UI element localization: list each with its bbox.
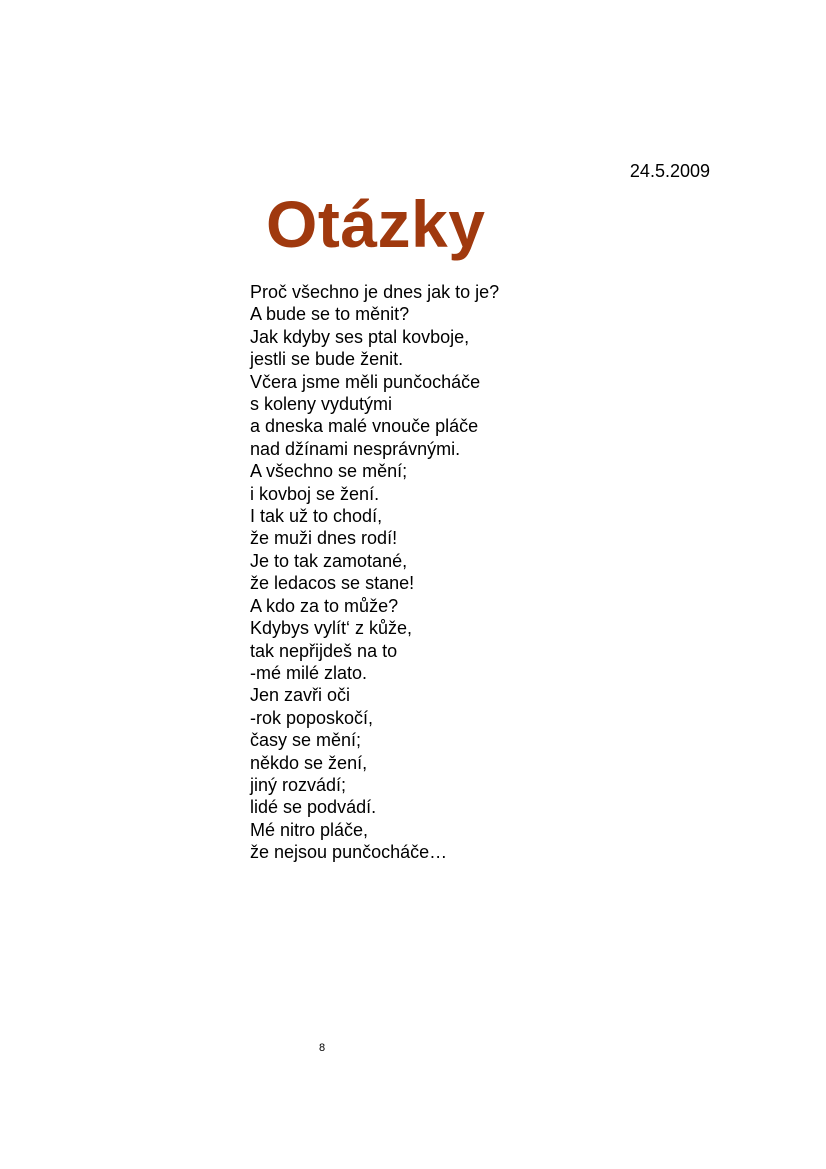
- poem-line: a dneska malé vnouče pláče: [250, 416, 479, 437]
- poem-line: nad džínami nesprávnými.: [250, 438, 461, 459]
- poem-line: Proč všechno je dnes jak to je?: [250, 282, 500, 302]
- poem-line: i kovboj se žení.: [250, 483, 380, 504]
- poem-line: časy se mění;: [250, 730, 362, 751]
- poem-line: A bude se to měnit?: [250, 304, 410, 325]
- poem-line: že ledacos se stane!: [250, 573, 415, 594]
- poem-line: Jen zavři oči: [250, 685, 351, 706]
- poem-line: Je to tak zamotané,: [250, 550, 408, 571]
- poem-line: Jak kdyby ses ptal kovboje,: [250, 326, 470, 347]
- poem-line: tak nepřijdeš na to: [250, 640, 398, 661]
- poem-line: Včera jsme měli punčocháče: [250, 371, 481, 392]
- poem-line: A kdo za to může?: [250, 595, 399, 616]
- page-number: 8: [319, 1042, 326, 1054]
- poem-line: že muži dnes rodí!: [250, 528, 398, 549]
- poem-line: že nejsou punčocháče…: [250, 842, 448, 863]
- poem-line: jiný rozvádí;: [250, 774, 347, 795]
- poem-line: jestli se bude ženit.: [250, 349, 404, 370]
- poem-line: -rok poposkočí,: [250, 707, 374, 728]
- poem-line: s koleny vydutými: [250, 394, 393, 415]
- poem-date: 24.5.2009: [629, 161, 710, 181]
- poem-title: Otázky: [266, 187, 486, 261]
- poem-line: A všechno se mění;: [250, 461, 408, 482]
- poem-line: Mé nitro pláče,: [250, 819, 369, 840]
- poem-line: lidé se podvádí.: [250, 797, 377, 818]
- poem-line: -mé milé zlato.: [250, 662, 368, 683]
- poem-line: I tak už to chodí,: [250, 506, 383, 527]
- poem-body: [250, 281, 499, 864]
- poem-line: někdo se žení,: [250, 752, 368, 773]
- poem-line: Kdybys vylít‘ z kůže,: [250, 618, 413, 639]
